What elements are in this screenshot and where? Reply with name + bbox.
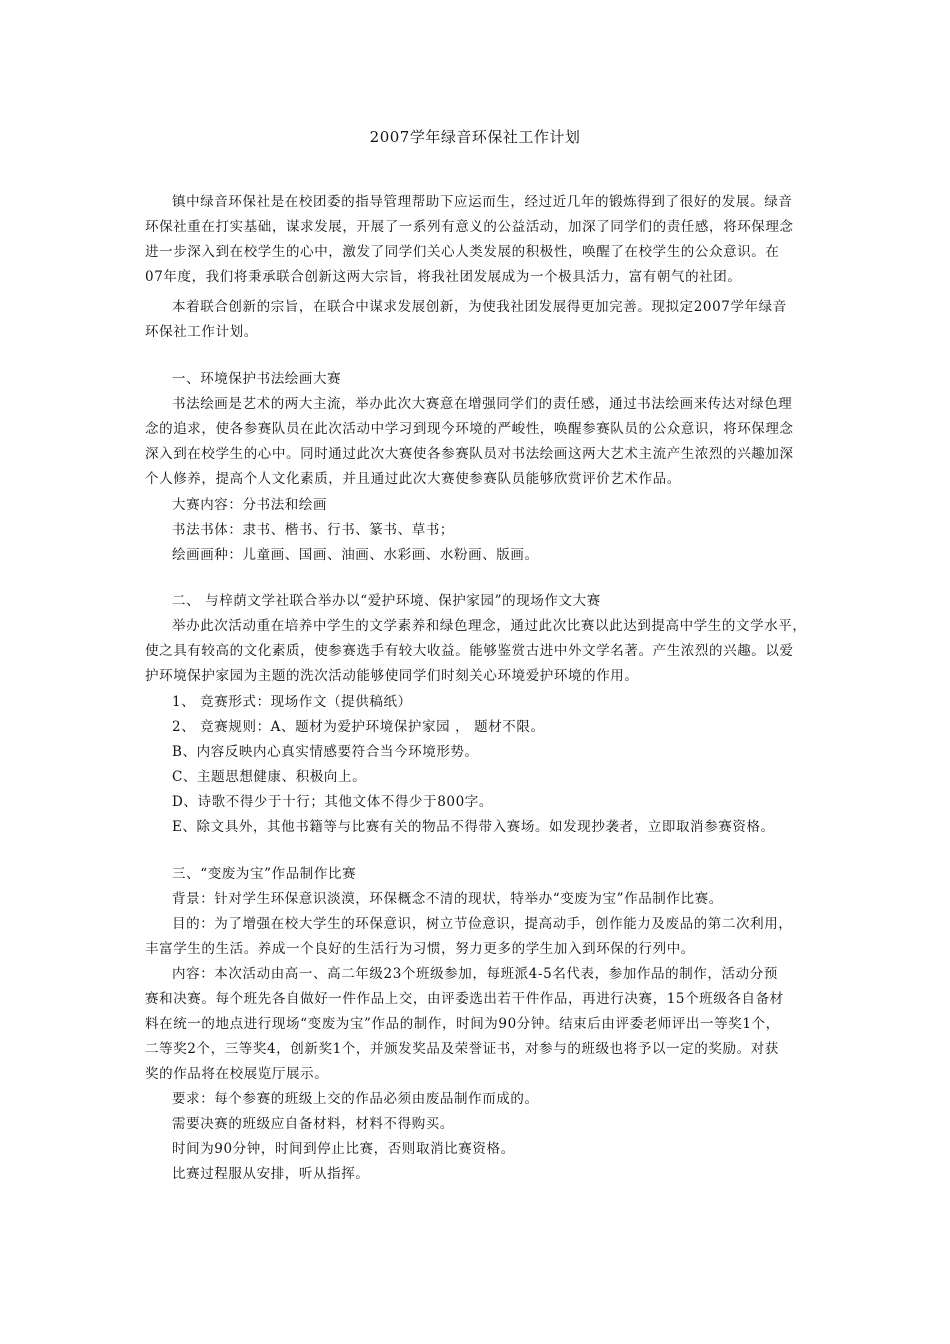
text-line: 本着联合创新的宗旨，在联合中谋求发展创新，为使我社团发展得更加完善。现拟定2007学年绿音 (172, 299, 787, 315)
text-line: 赛和决赛。每个班先各自做好一件作品上交，由评委选出若干件作品，再进行决赛，15个班级各自备材 (145, 991, 784, 1007)
text-line: 2、 竞赛规则：A、题材为爱护环境保护家园 ， 题材不限。 (172, 719, 545, 735)
text-line: B、内容反映内心真实情感要符合当今环境形势。 (172, 744, 479, 760)
text-line: 绘画画种：儿童画、国画、油画、水彩画、水粉画、版画。 (172, 547, 539, 563)
text-line: 需要决赛的班级应自备材料，材料不得购买。 (172, 1116, 454, 1132)
document-title: 2007学年绿音环保社工作计划 (369, 128, 581, 146)
text-line: 念的追求，使各参赛队员在此次活动中学习到现今环境的严峻性，唤醒参赛队员的公众意识，将环保理念 (145, 421, 794, 437)
text-line: 环保社重在打实基础，谋求发展，开展了一系列有意义的公益活动，加深了同学们的责任感，将环保理念 (145, 219, 794, 235)
text-line: 大赛内容：分书法和绘画 (172, 497, 328, 513)
text-line: 护环境保护家园为主题的洗次活动能够使同学们时刻关心环境爱护环境的作用。 (145, 668, 639, 684)
text-line: 深入到在校学生的心中。同时通过此次大赛使各参赛队员对书法绘画这两大艺术主流产生浓烈的兴趣加深 (145, 446, 794, 462)
text-line: 一、环境保护书法绘画大赛 (172, 371, 342, 387)
text-line: 举办此次活动重在培养中学生的文学素养和绿色理念，通过此次比赛以此达到提高中学生的文学水平， (172, 618, 807, 634)
text-line: 使之具有较高的文化素质，使参赛选手有较大收益。能够鉴赏古进中外文学名著。产生浓烈的兴趣。以爱 (145, 643, 794, 659)
text-line: C、主题思想健康、积极向上。 (172, 769, 367, 785)
text-line: 背景：针对学生环保意识淡漠，环保概念不清的现状，特举办“变废为宝”作品制作比赛。 (172, 891, 723, 907)
text-line: 奖的作品将在校展览厅展示。 (145, 1066, 329, 1082)
text-line: 丰富学生的生活。养成一个良好的生活行为习惯，努力更多的学生加入到环保的行列中。 (145, 941, 695, 957)
text-line: 内容：本次活动由高一、高二年级23个班级参加，每班派4-5名代表，参加作品的制作，活动分预 (172, 966, 778, 982)
text-line: 料在统一的地点进行现场“变废为宝”作品的制作，时间为90分钟。结束后由评委老师评出一等奖1个， (145, 1016, 780, 1032)
text-line: 个人修养，提高个人文化素质，并且通过此次大赛使参赛队员能够欣赏评价艺术作品。 (145, 471, 681, 487)
text-line: 目的：为了增强在校大学生的环保意识，树立节俭意识，提高动手，创作能力及废品的第二次利用， (172, 916, 793, 932)
text-line: 二等奖2个，三等奖4，创新奖1个，并颁发奖品及荣誉证书，对参与的班级也将予以一定的奖励。对获 (145, 1041, 779, 1057)
text-line: 1、 竞赛形式：现场作文（提供稿纸） (172, 694, 412, 710)
text-line: E、除文具外，其他书籍等与比赛有关的物品不得带入赛场。如发现抄袭者，立即取消参赛资格。 (172, 819, 775, 835)
text-line: 二、 与梓荫文学社联合举办以“爱护环境、保护家园”的现场作文大赛 (172, 593, 601, 609)
text-line: 时间为90分钟，时间到停止比赛，否则取消比赛资格。 (172, 1141, 515, 1157)
text-line: 比赛过程服从安排，听从指挥。 (172, 1166, 370, 1182)
text-line: 环保社工作计划。 (145, 324, 258, 340)
text-line: 三、“变废为宝”作品制作比赛 (172, 866, 357, 882)
text-line: D、诗歌不得少于十行；其他文体不得少于800字。 (172, 794, 493, 810)
text-line: 书法绘画是艺术的两大主流，举办此次大赛意在增强同学们的责任感，通过书法绘画来传达对绿色理 (172, 396, 793, 412)
text-line: 要求：每个参赛的班级上交的作品必须由废品制作而成的。 (172, 1091, 539, 1107)
text-line: 书法书体：隶书、楷书、行书、篆书、草书； (172, 522, 454, 538)
text-line: 进一步深入到在校学生的心中，激发了同学们关心人类发展的积极性，唤醒了在校学生的公众意识。在 (145, 244, 780, 260)
text-line: 07年度，我们将秉承联合创新这两大宗旨，将我社团发展成为一个极具活力，富有朝气的社团。 (145, 269, 742, 285)
text-line: 镇中绿音环保社是在校团委的指导管理帮助下应运而生，经过近几年的锻炼得到了很好的发展。绿音 (172, 194, 793, 210)
